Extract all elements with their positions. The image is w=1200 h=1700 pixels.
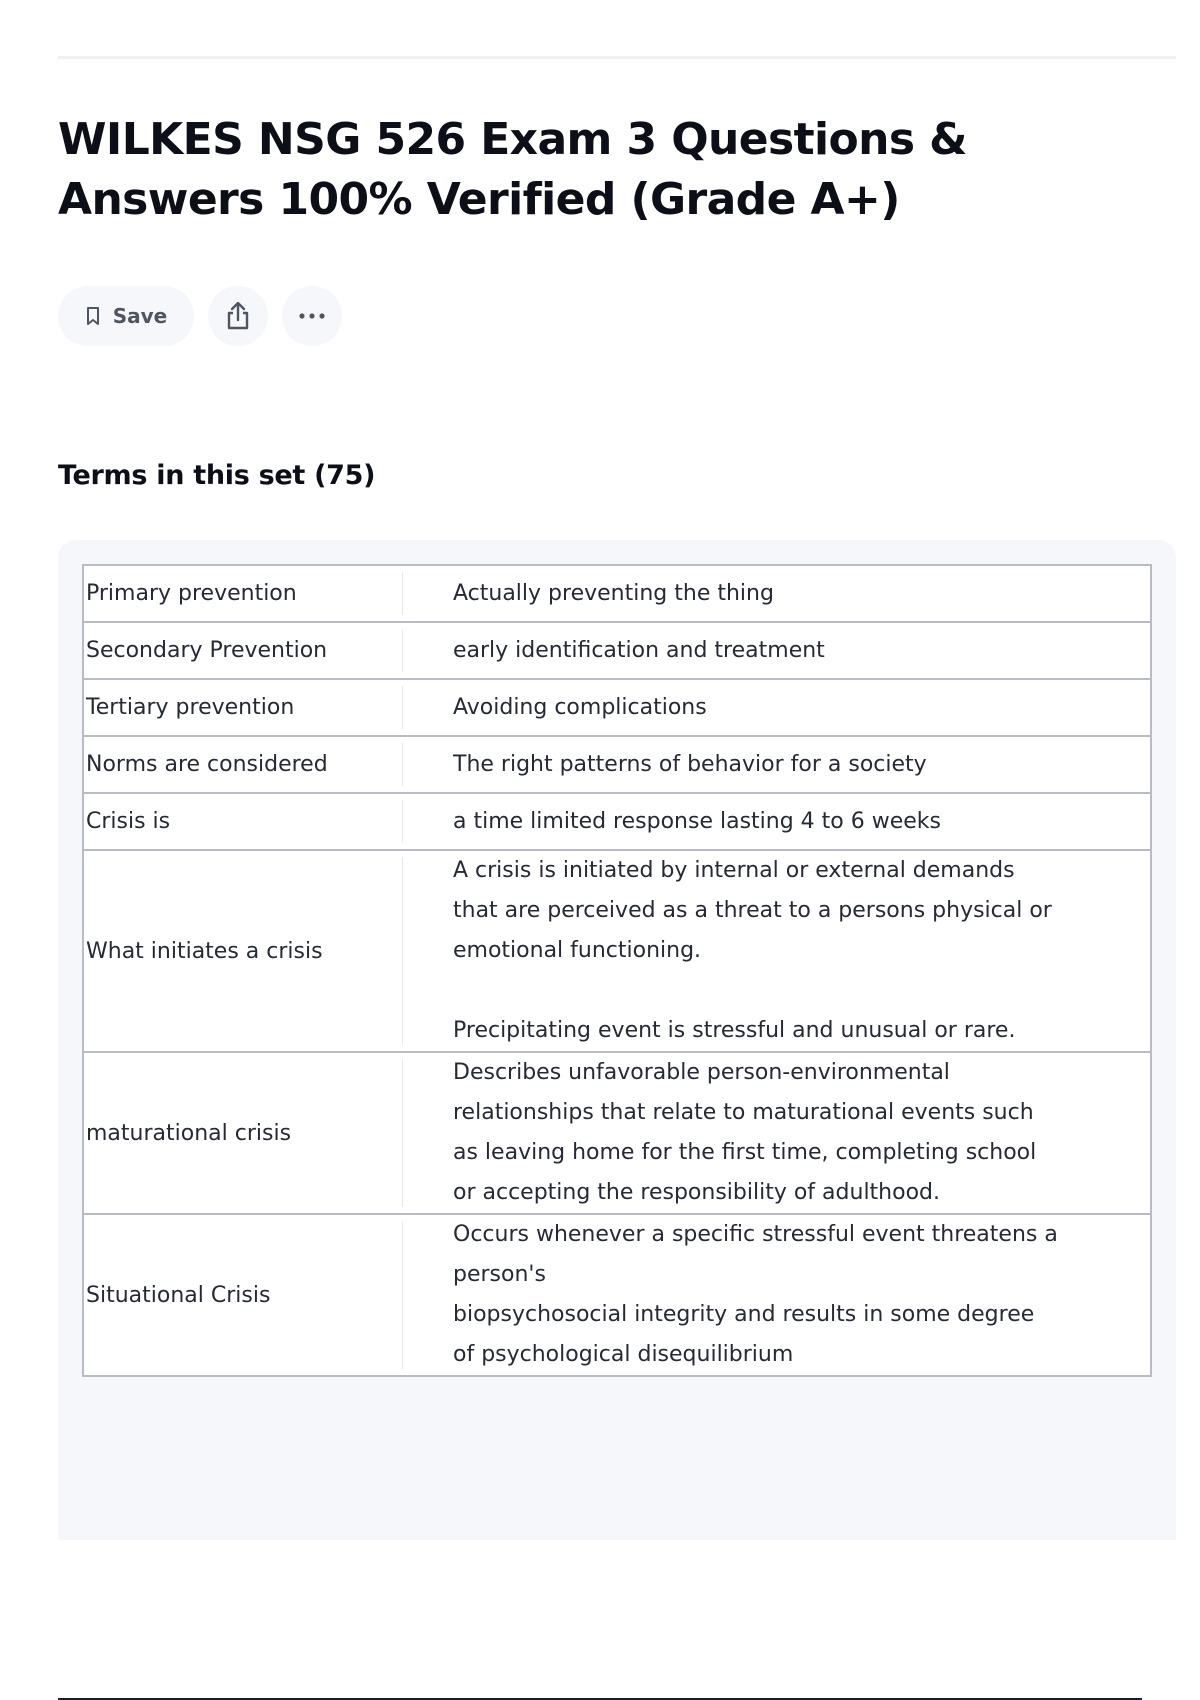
terms-heading: Terms in this set (75) — [58, 460, 376, 491]
term-cell: Crisis is — [83, 793, 403, 850]
definition-text: early identification and treatment — [453, 637, 825, 663]
definition-text: Occurs whenever a specific stressful event threatens a person's — [453, 1222, 1058, 1287]
definition-text: Precipitating event is stressful and unusual or rare. — [453, 1018, 1016, 1043]
definition-cell — [403, 565, 1151, 622]
term-cell: Norms are considered — [83, 736, 403, 793]
table-row — [83, 622, 1151, 679]
term-cell: Primary prevention — [83, 565, 403, 622]
table-row — [83, 1052, 1151, 1214]
term-cell: Situational Crisis — [83, 1214, 403, 1376]
term-cell: What initiates a crisis — [83, 850, 403, 1052]
table-row — [83, 736, 1151, 793]
bookmark-icon — [85, 306, 101, 326]
paragraph-gap — [453, 971, 1060, 1011]
share-icon — [224, 301, 252, 331]
definition-cell — [403, 793, 1151, 850]
definition-cell — [403, 622, 1151, 679]
definition-text: Avoiding complications — [453, 694, 707, 720]
term-cell: Secondary Prevention — [83, 622, 403, 679]
more-icon — [298, 312, 326, 320]
save-button-label: Save — [112, 304, 168, 328]
definition-text: The right patterns of behavior for a society — [453, 751, 927, 777]
table-row — [83, 565, 1151, 622]
save-button[interactable] — [58, 286, 194, 346]
definition-cell — [403, 1052, 1151, 1214]
term-cell: maturational crisis — [83, 1052, 403, 1214]
top-divider — [58, 56, 1176, 59]
definition-text: a time limited response lasting 4 to 6 weeks — [453, 808, 941, 834]
table-row — [83, 793, 1151, 850]
page-title: WILKES NSG 526 Exam 3 Questions & Answers 100% Verified (Grade A+) — [58, 114, 967, 225]
more-options-button[interactable] — [282, 286, 342, 346]
share-button[interactable] — [208, 286, 268, 346]
term-cell: Tertiary prevention — [83, 679, 403, 736]
definition-cell — [403, 850, 1151, 1052]
definition-text: Actually preventing the thing — [453, 580, 774, 606]
definition-text: biopsychosocial integrity and results in some degree of psychological disequilibrium — [453, 1302, 1035, 1367]
definition-text: Describes unfavorable person-environmental relationships that relate to maturational events such as leaving home for the first time, completing school or accepting the responsibility of adulthood. — [453, 1060, 1037, 1205]
table-row — [83, 850, 1151, 1052]
table-row — [83, 1214, 1151, 1376]
definition-cell — [403, 1214, 1151, 1376]
table-row — [83, 679, 1151, 736]
action-bar — [58, 286, 342, 346]
definition-cell — [403, 679, 1151, 736]
definition-cell — [403, 736, 1151, 793]
terms-table — [82, 564, 1152, 1377]
definition-text: A crisis is initiated by internal or external demands that are perceived as a threat to a persons physical or emotional functioning. — [453, 858, 1052, 963]
